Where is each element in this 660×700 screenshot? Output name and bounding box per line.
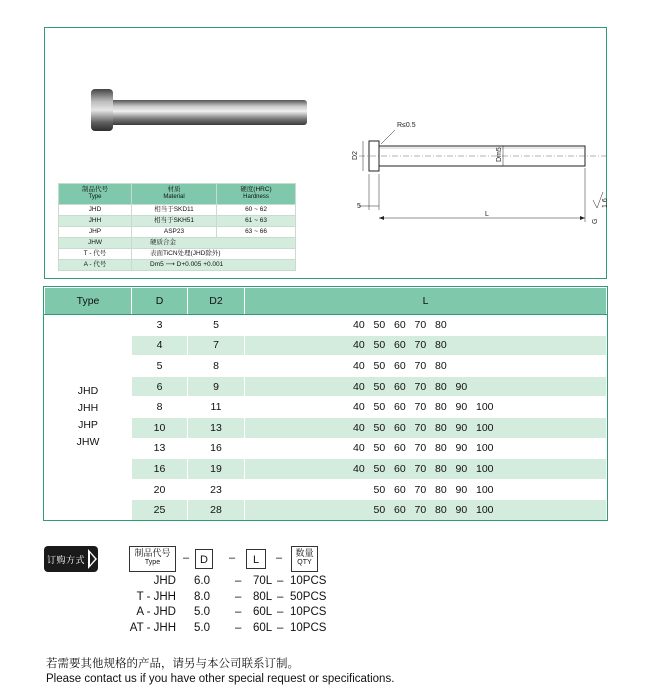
l-value: 90	[455, 401, 468, 414]
order-qty: 10PCS	[290, 575, 327, 587]
spec-row	[45, 315, 607, 336]
material-header-material: 材质 Material	[132, 184, 217, 205]
type-box: 制品代号 Type	[129, 546, 176, 572]
l-value: 60	[394, 401, 406, 414]
material-row: JHD 相当于SKD11 60 ~ 62	[59, 205, 296, 216]
product-panel	[44, 27, 607, 279]
type-cell	[45, 315, 132, 521]
l-value: 50	[373, 421, 386, 434]
l-value: 70	[414, 401, 427, 414]
l-value: 70	[414, 442, 427, 455]
l-value: 40	[353, 462, 365, 475]
l-value: 50	[373, 401, 386, 414]
l-cell	[245, 397, 607, 418]
l-value: 80	[435, 504, 447, 517]
l-value: 40	[353, 421, 365, 434]
d-cell: 20	[132, 479, 188, 500]
g-label: G	[592, 218, 599, 224]
l-value: 90	[455, 462, 468, 475]
l-value: 70	[414, 359, 427, 372]
d2-label: D2	[352, 151, 359, 160]
dash: –	[229, 552, 236, 564]
l-value: 80	[435, 421, 447, 434]
l-value: 80	[435, 359, 447, 372]
l-value: 90	[455, 380, 468, 393]
order-dash: –	[235, 575, 242, 587]
dash: –	[183, 552, 190, 564]
l-value: 40	[353, 442, 365, 455]
l-value: 70	[414, 380, 427, 393]
material-row: A - 代号 Dm5 ⟶ D+0.005 +0.001	[59, 260, 296, 271]
order-dash: –	[277, 575, 284, 587]
order-dash: –	[235, 621, 242, 634]
order-d: 6.0	[194, 575, 210, 587]
order-dash: –	[277, 621, 284, 634]
l-value: 50	[373, 462, 386, 475]
l-value: 100	[476, 483, 494, 496]
l-value: 50	[373, 380, 386, 393]
l-value: 80	[435, 462, 447, 475]
l-value: 70	[414, 421, 427, 434]
type-code: JHW	[76, 436, 100, 449]
order-qty: 10PCS	[290, 621, 327, 634]
l-value: 80	[435, 339, 447, 352]
note-chinese: 若需要其他规格的产品，请另与本公司联系订制。	[46, 656, 299, 670]
l-value: 60	[394, 339, 406, 352]
spec-table	[44, 287, 607, 521]
l-value: 100	[476, 504, 494, 517]
l-cell	[245, 417, 607, 438]
l-value: 90	[455, 504, 468, 517]
l-value: 40	[353, 339, 365, 352]
material-header-hardness: 硬度(HRC) Hardness	[217, 184, 296, 205]
d2-cell: 19	[188, 459, 245, 480]
d-cell: 13	[132, 438, 188, 459]
l-value: 60	[394, 504, 406, 517]
l-value: 50	[373, 504, 386, 517]
d2-cell: 5	[188, 315, 245, 336]
l-value: 70	[414, 483, 427, 496]
ejector-pin-photo	[85, 85, 309, 153]
order-qty: 50PCS	[290, 590, 327, 603]
order-example	[120, 575, 360, 590]
d2-cell: 16	[188, 438, 245, 459]
l-value: 100	[476, 421, 494, 434]
chamfer-label: 1.6	[602, 198, 609, 208]
order-dash: –	[235, 606, 242, 618]
d2-cell: 13	[188, 417, 245, 438]
d2-cell: 8	[188, 356, 245, 377]
l-cell	[245, 438, 607, 459]
d2-cell: 28	[188, 500, 245, 521]
l-cell	[245, 376, 607, 397]
order-qty: 10PCS	[290, 606, 327, 618]
l-value: 50	[373, 359, 386, 372]
l-value: 90	[455, 442, 468, 455]
material-row: JHH 相当于SKH51 61 ~ 63	[59, 216, 296, 227]
d-cell: 5	[132, 356, 188, 377]
header-d: D	[132, 288, 188, 315]
order-type: T - JHH	[136, 590, 176, 603]
order-type: AT - JHH	[129, 621, 176, 634]
d-cell: 8	[132, 397, 188, 418]
l-value: 60	[394, 318, 406, 331]
l-value: 100	[476, 442, 494, 455]
note-english: Please contact us if you have other special request or specifications.	[46, 673, 395, 685]
l-value: 50	[373, 318, 386, 331]
l-value: 40	[353, 401, 365, 414]
order-l: 80L	[253, 590, 273, 603]
l-value: 80	[435, 318, 447, 331]
l-value: 50	[373, 442, 386, 455]
order-badge-label: 订购方式	[47, 555, 86, 565]
l-value: 50	[373, 339, 386, 352]
technical-drawing	[335, 112, 615, 232]
order-dash: –	[277, 606, 284, 618]
header-d2: D2	[188, 288, 245, 315]
l-value: 60	[394, 380, 406, 393]
order-type: JHD	[153, 575, 176, 587]
l-value: 100	[476, 401, 494, 414]
material-header-type: 制品代号 Type	[59, 184, 132, 205]
l-value: 40	[353, 359, 365, 372]
order-example	[120, 606, 360, 621]
qty-box: 数量 QTY	[291, 546, 318, 572]
l-value: 40	[353, 380, 365, 393]
l-value: 50	[373, 483, 386, 496]
d2-cell: 11	[188, 397, 245, 418]
l-value: 60	[394, 421, 406, 434]
order-d: 8.0	[194, 590, 210, 603]
d-cell: 16	[132, 459, 188, 480]
d2-cell: 7	[188, 335, 245, 356]
d-cell: 4	[132, 335, 188, 356]
l-value: 60	[394, 462, 406, 475]
header-type: Type	[45, 288, 132, 315]
l-label: L	[485, 211, 489, 218]
material-row: T - 代号 表面TiCN处理(JHD除外)	[59, 249, 296, 260]
order-d: 5.0	[194, 606, 210, 618]
l-value: 70	[414, 318, 427, 331]
order-l: 60L	[253, 621, 273, 634]
type-code: JHP	[78, 419, 98, 432]
dash: –	[276, 552, 283, 564]
l-value: 80	[435, 401, 447, 414]
l-value: 80	[435, 442, 447, 455]
order-dash: –	[235, 590, 242, 603]
l-value: 60	[394, 359, 406, 372]
d-box: D	[195, 549, 213, 569]
l-cell	[245, 335, 607, 356]
l-cell	[245, 459, 607, 480]
d-cell: 25	[132, 500, 188, 521]
l-value: 80	[435, 380, 447, 393]
l-cell	[245, 315, 607, 336]
l-value: 70	[414, 339, 427, 352]
l-value: 90	[455, 483, 468, 496]
material-table	[58, 183, 296, 271]
order-d: 5.0	[194, 621, 210, 634]
l-cell	[245, 479, 607, 500]
order-dash: –	[277, 590, 284, 603]
l-value: 60	[394, 442, 406, 455]
radius-label: R≤0.5	[397, 122, 416, 129]
dm5-label: Dm5	[496, 147, 503, 162]
type-code: JHD	[77, 385, 99, 398]
d2-cell: 9	[188, 376, 245, 397]
order-l: 60L	[253, 606, 273, 618]
l-value: 100	[476, 462, 494, 475]
l-cell	[245, 356, 607, 377]
l-value: 40	[353, 318, 365, 331]
header-l: L	[245, 288, 607, 315]
type-code: JHH	[77, 402, 99, 415]
head-length-label: 5	[357, 203, 361, 210]
material-row: JHP ASP23 63 ~ 66	[59, 227, 296, 238]
l-value: 80	[435, 483, 447, 496]
l-cell	[245, 500, 607, 521]
d-cell: 6	[132, 376, 188, 397]
material-row: JHW 硬质合金	[59, 238, 296, 249]
order-example	[120, 591, 360, 606]
order-example	[120, 622, 360, 637]
l-value: 90	[455, 421, 468, 434]
d2-cell: 23	[188, 479, 245, 500]
d-cell: 10	[132, 417, 188, 438]
order-l: 70L	[253, 575, 273, 587]
l-value: 70	[414, 504, 427, 517]
l-box: L	[246, 549, 266, 569]
l-value: 70	[414, 462, 427, 475]
d-cell: 3	[132, 315, 188, 336]
order-type: A - JHD	[136, 606, 176, 618]
l-value: 60	[394, 483, 406, 496]
